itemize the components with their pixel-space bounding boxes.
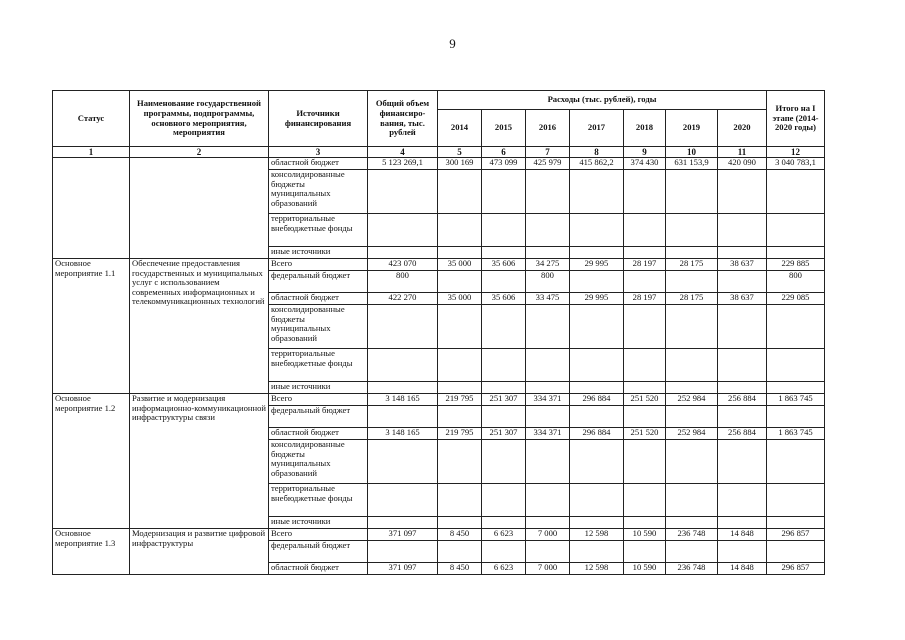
source-cell: областной бюджет [269,428,368,440]
header-year: 2019 [666,110,718,147]
value-cell [767,349,825,382]
value-cell [767,440,825,484]
source-cell: консолидированные бюджеты муниципальных образований [269,305,368,349]
source-cell: областной бюджет [269,158,368,170]
measure-name-cell [130,158,269,259]
value-cell [438,382,482,394]
value-cell [767,214,825,247]
value-cell [767,484,825,517]
value-cell [624,406,666,428]
column-number: 12 [767,147,825,158]
value-cell: 5 123 269,1 [368,158,438,170]
value-cell: 1 863 745 [767,428,825,440]
value-cell [570,484,624,517]
value-cell: 300 169 [438,158,482,170]
source-cell: консолидированные бюджеты муниципальных образований [269,440,368,484]
column-number: 7 [526,147,570,158]
value-cell [666,541,718,563]
value-cell: 34 275 [526,259,570,271]
measure-name-cell: Развитие и модернизация информационно-коммуникационной инфраструктуры связи [130,394,269,529]
value-cell [438,247,482,259]
source-cell: Всего [269,529,368,541]
value-cell [526,170,570,214]
value-cell: 7 000 [526,529,570,541]
column-number: 2 [130,147,269,158]
column-number: 3 [269,147,368,158]
page-number: 9 [449,36,456,51]
value-cell: 7 000 [526,563,570,575]
value-cell [624,247,666,259]
value-cell: 251 307 [482,394,526,406]
value-cell: 800 [526,271,570,293]
value-cell [718,271,767,293]
value-cell [666,440,718,484]
value-cell: 28 175 [666,293,718,305]
value-cell: 334 371 [526,428,570,440]
value-cell [666,517,718,529]
value-cell [570,406,624,428]
value-cell [482,382,526,394]
value-cell: 296 857 [767,563,825,575]
header-sources: Источники финансирования [269,91,368,147]
table-row [53,394,825,406]
value-cell: 415 862,2 [570,158,624,170]
value-cell: 473 099 [482,158,526,170]
value-cell [438,170,482,214]
table-row [53,158,825,170]
value-cell [368,406,438,428]
value-cell [482,349,526,382]
value-cell: 12 598 [570,529,624,541]
source-cell: иные источники [269,247,368,259]
value-cell: 236 748 [666,529,718,541]
value-cell: 3 040 783,1 [767,158,825,170]
value-cell: 420 090 [718,158,767,170]
value-cell: 422 270 [368,293,438,305]
value-cell: 10 590 [624,563,666,575]
value-cell [438,541,482,563]
value-cell [526,214,570,247]
header-year: 2015 [482,110,526,147]
value-cell [526,349,570,382]
table-row [53,259,825,271]
header-status: Статус [53,91,130,147]
value-cell [438,484,482,517]
value-cell: 256 884 [718,394,767,406]
value-cell: 3 148 165 [368,428,438,440]
value-cell [368,349,438,382]
source-cell: федеральный бюджет [269,271,368,293]
column-number: 11 [718,147,767,158]
value-cell: 38 637 [718,293,767,305]
value-cell [624,170,666,214]
value-cell [718,170,767,214]
value-cell: 251 520 [624,428,666,440]
value-cell: 296 884 [570,428,624,440]
measure-name-cell: Модернизация и развитие цифровой инфраструктуры [130,529,269,575]
value-cell: 3 148 165 [368,394,438,406]
value-cell: 10 590 [624,529,666,541]
value-cell [570,271,624,293]
value-cell: 229 885 [767,259,825,271]
value-cell [570,349,624,382]
value-cell [718,541,767,563]
value-cell: 35 606 [482,293,526,305]
value-cell: 371 097 [368,563,438,575]
value-cell [718,517,767,529]
value-cell [526,517,570,529]
value-cell [718,349,767,382]
value-cell [666,214,718,247]
value-cell [718,406,767,428]
status-cell: Основное мероприятие 1.2 [53,394,130,529]
source-cell: Всего [269,259,368,271]
source-cell: иные источники [269,382,368,394]
column-number: 6 [482,147,526,158]
value-cell: 8 450 [438,529,482,541]
value-cell [624,214,666,247]
value-cell [482,247,526,259]
value-cell [438,214,482,247]
source-cell: консолидированные бюджеты муниципальных образований [269,170,368,214]
value-cell [666,484,718,517]
value-cell [482,517,526,529]
value-cell [624,305,666,349]
value-cell: 296 857 [767,529,825,541]
value-cell [767,541,825,563]
value-cell [570,382,624,394]
value-cell: 236 748 [666,563,718,575]
source-cell: территориальные внебюджетные фонды [269,214,368,247]
source-cell: иные источники [269,517,368,529]
value-cell: 1 863 745 [767,394,825,406]
status-cell: Основное мероприятие 1.3 [53,529,130,575]
value-cell [718,214,767,247]
value-cell [482,305,526,349]
value-cell [526,541,570,563]
value-cell [526,484,570,517]
value-cell: 33 475 [526,293,570,305]
source-cell: территориальные внебюджетные фонды [269,349,368,382]
value-cell [482,440,526,484]
value-cell [526,247,570,259]
value-cell [570,305,624,349]
value-cell: 14 848 [718,563,767,575]
value-cell [718,247,767,259]
value-cell [526,440,570,484]
value-cell [718,305,767,349]
value-cell [624,271,666,293]
value-cell [482,484,526,517]
value-cell [526,406,570,428]
header-itogo: Итого на I этапе (2014-2020 годы) [767,91,825,147]
value-cell [767,305,825,349]
value-cell [368,382,438,394]
value-cell [368,440,438,484]
financing-table [52,90,825,575]
value-cell [767,517,825,529]
value-cell [570,517,624,529]
source-cell: федеральный бюджет [269,406,368,428]
table-body [53,158,825,575]
value-cell [368,214,438,247]
measure-name-cell: Обеспечение предоставления государственных и муниципальных услуг с использованием современных информационных и телекоммуникационных технологий [130,259,269,394]
value-cell [570,214,624,247]
value-cell [666,170,718,214]
value-cell [438,406,482,428]
value-cell [666,349,718,382]
value-cell [368,170,438,214]
value-cell [368,484,438,517]
value-cell [482,271,526,293]
header-expenses: Расходы (тыс. рублей), годы [438,91,767,110]
column-number: 5 [438,147,482,158]
value-cell: 374 430 [624,158,666,170]
value-cell [624,517,666,529]
value-cell: 334 371 [526,394,570,406]
value-cell [482,214,526,247]
value-cell [718,440,767,484]
value-cell: 371 097 [368,529,438,541]
header-year: 2018 [624,110,666,147]
value-cell: 28 197 [624,259,666,271]
value-cell: 229 085 [767,293,825,305]
value-cell: 219 795 [438,428,482,440]
header-name: Наименование государственной программы, подпрограммы, основного мероприятия, мероприятия [130,91,269,147]
table-row [53,529,825,541]
value-cell [767,247,825,259]
header-year: 2020 [718,110,767,147]
column-number: 1 [53,147,130,158]
value-cell [767,406,825,428]
source-cell: областной бюджет [269,563,368,575]
value-cell: 423 070 [368,259,438,271]
value-cell [570,541,624,563]
value-cell: 35 000 [438,259,482,271]
value-cell: 14 848 [718,529,767,541]
value-cell [767,382,825,394]
value-cell [624,484,666,517]
value-cell [718,382,767,394]
value-cell: 251 307 [482,428,526,440]
value-cell [718,484,767,517]
value-cell: 29 995 [570,293,624,305]
value-cell: 631 153,9 [666,158,718,170]
header-year: 2016 [526,110,570,147]
value-cell: 6 623 [482,563,526,575]
value-cell [570,170,624,214]
column-number: 10 [666,147,718,158]
value-cell: 29 995 [570,259,624,271]
value-cell: 219 795 [438,394,482,406]
value-cell: 252 984 [666,394,718,406]
value-cell [368,541,438,563]
value-cell: 38 637 [718,259,767,271]
value-cell [666,247,718,259]
value-cell [624,349,666,382]
value-cell [666,406,718,428]
source-cell: областной бюджет [269,293,368,305]
value-cell [368,247,438,259]
column-number: 8 [570,147,624,158]
value-cell [526,382,570,394]
value-cell: 28 197 [624,293,666,305]
value-cell [624,382,666,394]
value-cell [666,271,718,293]
value-cell [526,305,570,349]
value-cell [666,382,718,394]
value-cell: 35 000 [438,293,482,305]
value-cell: 6 623 [482,529,526,541]
value-cell [624,440,666,484]
value-cell [368,517,438,529]
value-cell [438,517,482,529]
value-cell [438,305,482,349]
value-cell [482,541,526,563]
value-cell: 800 [767,271,825,293]
value-cell: 252 984 [666,428,718,440]
value-cell [438,440,482,484]
value-cell [482,170,526,214]
status-cell: Основное мероприятие 1.1 [53,259,130,394]
status-cell [53,158,130,259]
value-cell: 35 606 [482,259,526,271]
value-cell: 251 520 [624,394,666,406]
value-cell [368,305,438,349]
value-cell [570,440,624,484]
source-cell: Всего [269,394,368,406]
value-cell [438,349,482,382]
value-cell [666,305,718,349]
value-cell: 8 450 [438,563,482,575]
column-number: 9 [624,147,666,158]
value-cell: 256 884 [718,428,767,440]
value-cell: 425 979 [526,158,570,170]
header-year: 2014 [438,110,482,147]
value-cell: 296 884 [570,394,624,406]
source-cell: федеральный бюджет [269,541,368,563]
value-cell [482,406,526,428]
value-cell: 800 [368,271,438,293]
source-cell: территориальные внебюджетные фонды [269,484,368,517]
value-cell [767,170,825,214]
value-cell [624,541,666,563]
column-number: 4 [368,147,438,158]
value-cell: 12 598 [570,563,624,575]
value-cell [438,271,482,293]
value-cell: 28 175 [666,259,718,271]
header-year: 2017 [570,110,624,147]
header-total: Общий объем финансиро-вания, тыс. рублей [368,91,438,147]
value-cell [570,247,624,259]
